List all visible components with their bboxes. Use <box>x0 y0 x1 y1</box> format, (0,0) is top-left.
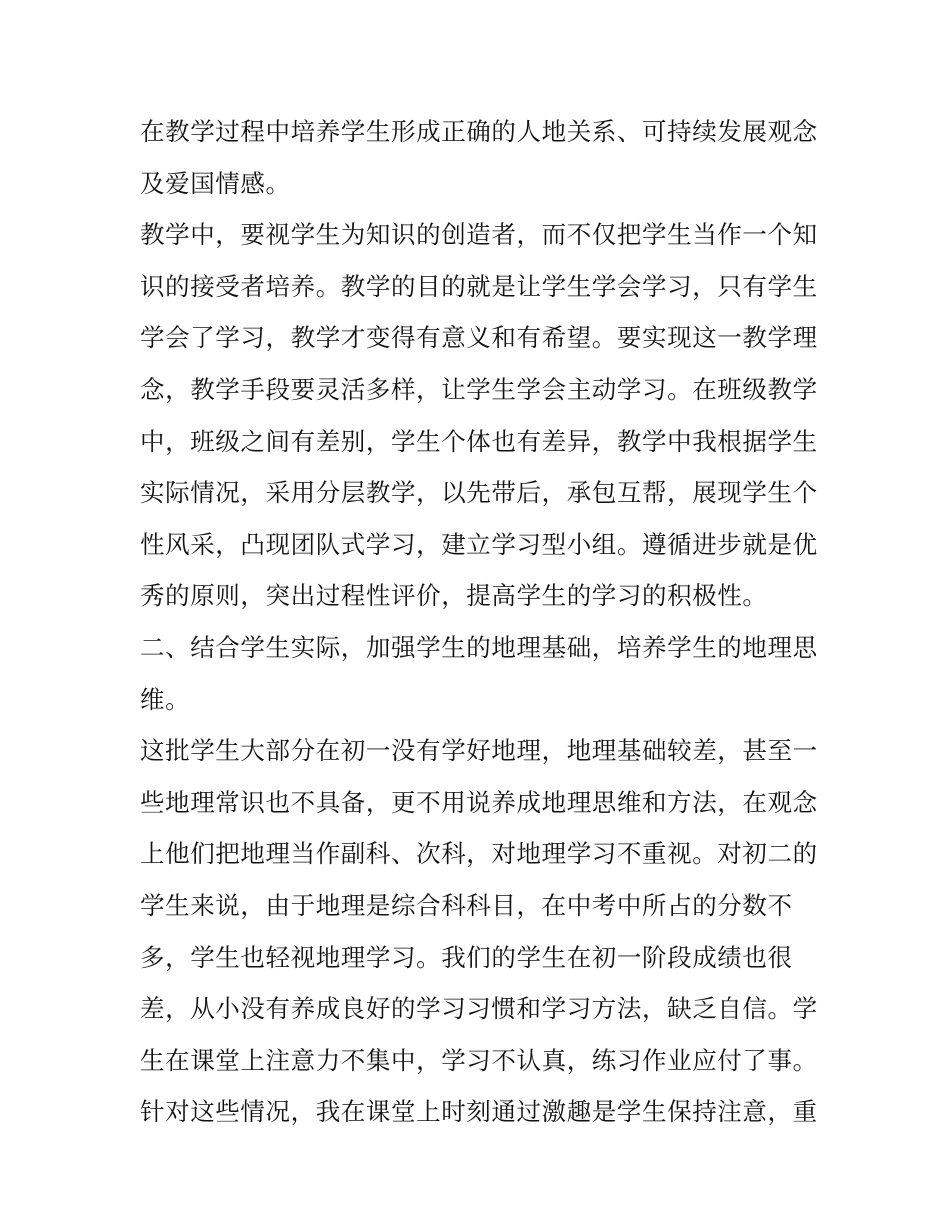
text-line: 教学中，要视学生为知识的创造者，而不仅把学生当作一个知 <box>140 220 818 250</box>
text-line: 上他们把地理当作副科、次科，对地理学习不重视。对初二的 <box>140 839 818 869</box>
text-line: 学会了学习，教学才变得有意义和有希望。要实现这一教学理 <box>140 323 818 353</box>
text-line: 中，班级之间有差别，学生个体也有差异，教学中我根据学生 <box>140 426 818 456</box>
text-line: 差，从小没有养成良好的学习习惯和学习方法，缺乏自信。学 <box>140 994 818 1024</box>
text-line: 及爱国情感。 <box>140 168 291 198</box>
text-line: 生在课堂上注意力不集中，学习不认真，练习作业应付了事。 <box>140 1045 818 1075</box>
text-line: 识的接受者培养。教学的目的就是让学生学会学习，只有学生 <box>140 271 818 301</box>
text-line: 秀的原则，突出过程性评价，提高学生的学习的积极性。 <box>140 581 768 611</box>
text-line: 针对这些情况，我在课堂上时刻通过激趣是学生保持注意，重 <box>140 1097 818 1127</box>
section-heading: 二、结合学生实际，加强学生的地理基础，培养学生的地理思 <box>140 632 818 662</box>
text-line: 些地理常识也不具备，更不用说养成地理思维和方法，在观念 <box>140 787 818 817</box>
body-text <box>140 106 820 1138</box>
section-heading: 维。 <box>140 684 191 714</box>
text-line: 念，教学手段要灵活多样，让学生学会主动学习。在班级教学 <box>140 374 818 404</box>
text-line: 在教学过程中培养学生形成正确的人地关系、可持续发展观念 <box>140 117 818 146</box>
text-line: 多，学生也轻视地理学习。我们的学生在初一阶段成绩也很 <box>140 942 793 972</box>
text-line: 实际情况，采用分层教学，以先带后，承包互帮，展现学生个 <box>140 478 818 508</box>
text-line: 这批学生大部分在初一没有学好地理，地理基础较差，甚至一 <box>140 736 818 766</box>
text-line: 学生来说，由于地理是综合科科目，在中考中所占的分数不 <box>140 890 793 920</box>
text-line: 性风采，凸现团队式学习，建立学习型小组。遵循进步就是优 <box>140 529 818 559</box>
